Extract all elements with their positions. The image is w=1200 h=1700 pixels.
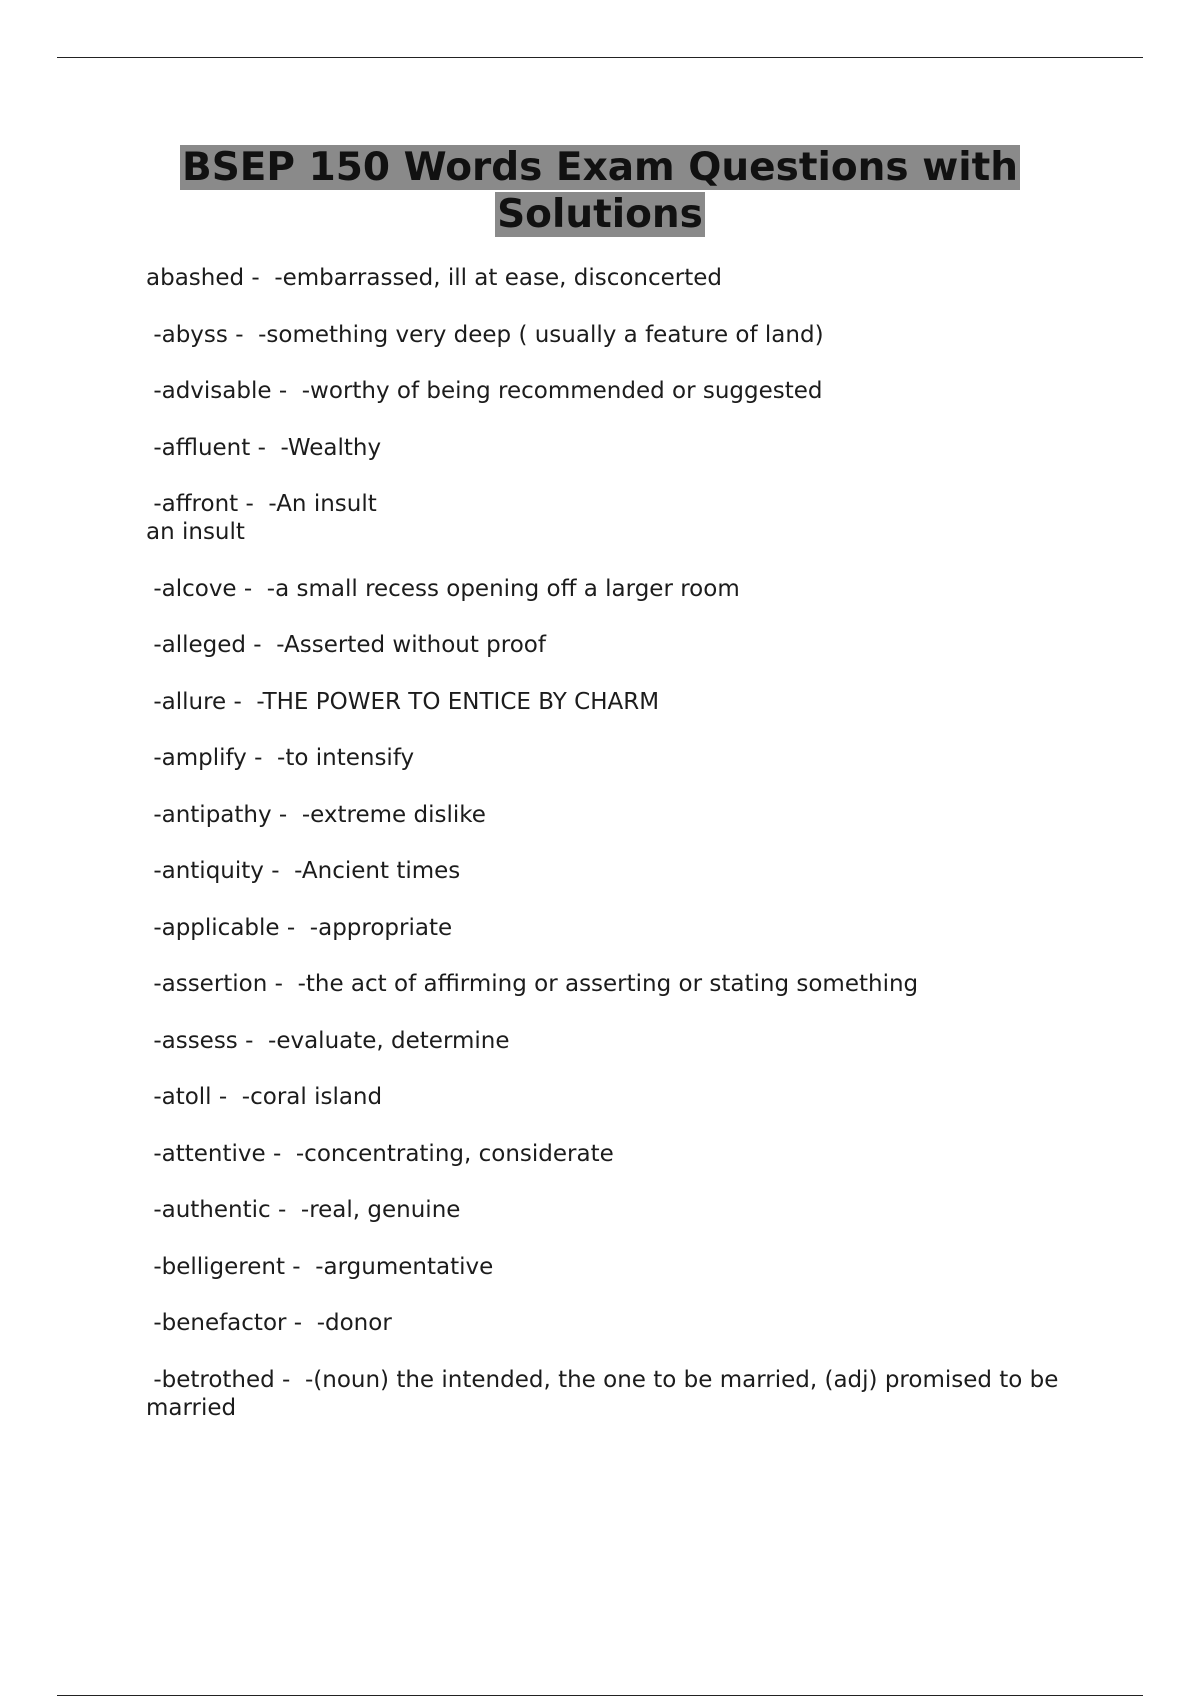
vocabulary-entry: -amplify - -to intensify: [146, 745, 415, 771]
vocabulary-entry: -atoll - -coral island: [146, 1084, 383, 1110]
vocabulary-list: [146, 264, 1086, 1450]
vocabulary-entry: -antiquity - -Ancient times: [146, 858, 461, 884]
vocabulary-entry: -assess - -evaluate, determine: [146, 1027, 510, 1054]
vocabulary-entry: -antipathy - -extreme dislike: [146, 801, 486, 828]
header-rule: [57, 57, 1143, 58]
page-title-text: BSEP 150 Words Exam Questions with Solutions: [181, 145, 1019, 237]
vocabulary-entry: -advisable - -worthy of being recommended or suggested: [146, 378, 823, 404]
vocabulary-entry: abashed - -embarrassed, ill at ease, disconcerted: [146, 265, 723, 291]
vocabulary-entry: -alleged - -Asserted without proof: [146, 632, 546, 658]
vocabulary-entry: -authentic - -real, genuine: [146, 1197, 461, 1223]
vocabulary-entry: -alcove - -a small recess opening off a larger room: [146, 575, 740, 602]
vocabulary-entry: -applicable - -appropriate: [146, 914, 453, 941]
vocabulary-entry: -betrothed - -(noun) the intended, the one to be married, (adj) promised to be married: [146, 1366, 1066, 1421]
footer-rule: [57, 1695, 1143, 1696]
vocabulary-entry: -attentive - -concentrating, considerate: [146, 1140, 614, 1167]
vocabulary-entry: -allure - -THE POWER TO ENTICE BY CHARM: [146, 688, 660, 715]
vocabulary-entry: -abyss - -something very deep ( usually a feature of land): [146, 321, 824, 348]
vocabulary-entry: -benefactor - -donor: [146, 1310, 392, 1336]
page-title: [100, 144, 1100, 238]
vocabulary-entry: -affluent - -Wealthy: [146, 434, 382, 461]
vocabulary-entry: -assertion - -the act of affirming or asserting or stating something: [146, 971, 919, 997]
page-title-block: [100, 144, 1100, 238]
vocabulary-entry: -affront - -An insult an insult: [146, 491, 377, 545]
vocabulary-entry: -belligerent - -argumentative: [146, 1253, 494, 1280]
